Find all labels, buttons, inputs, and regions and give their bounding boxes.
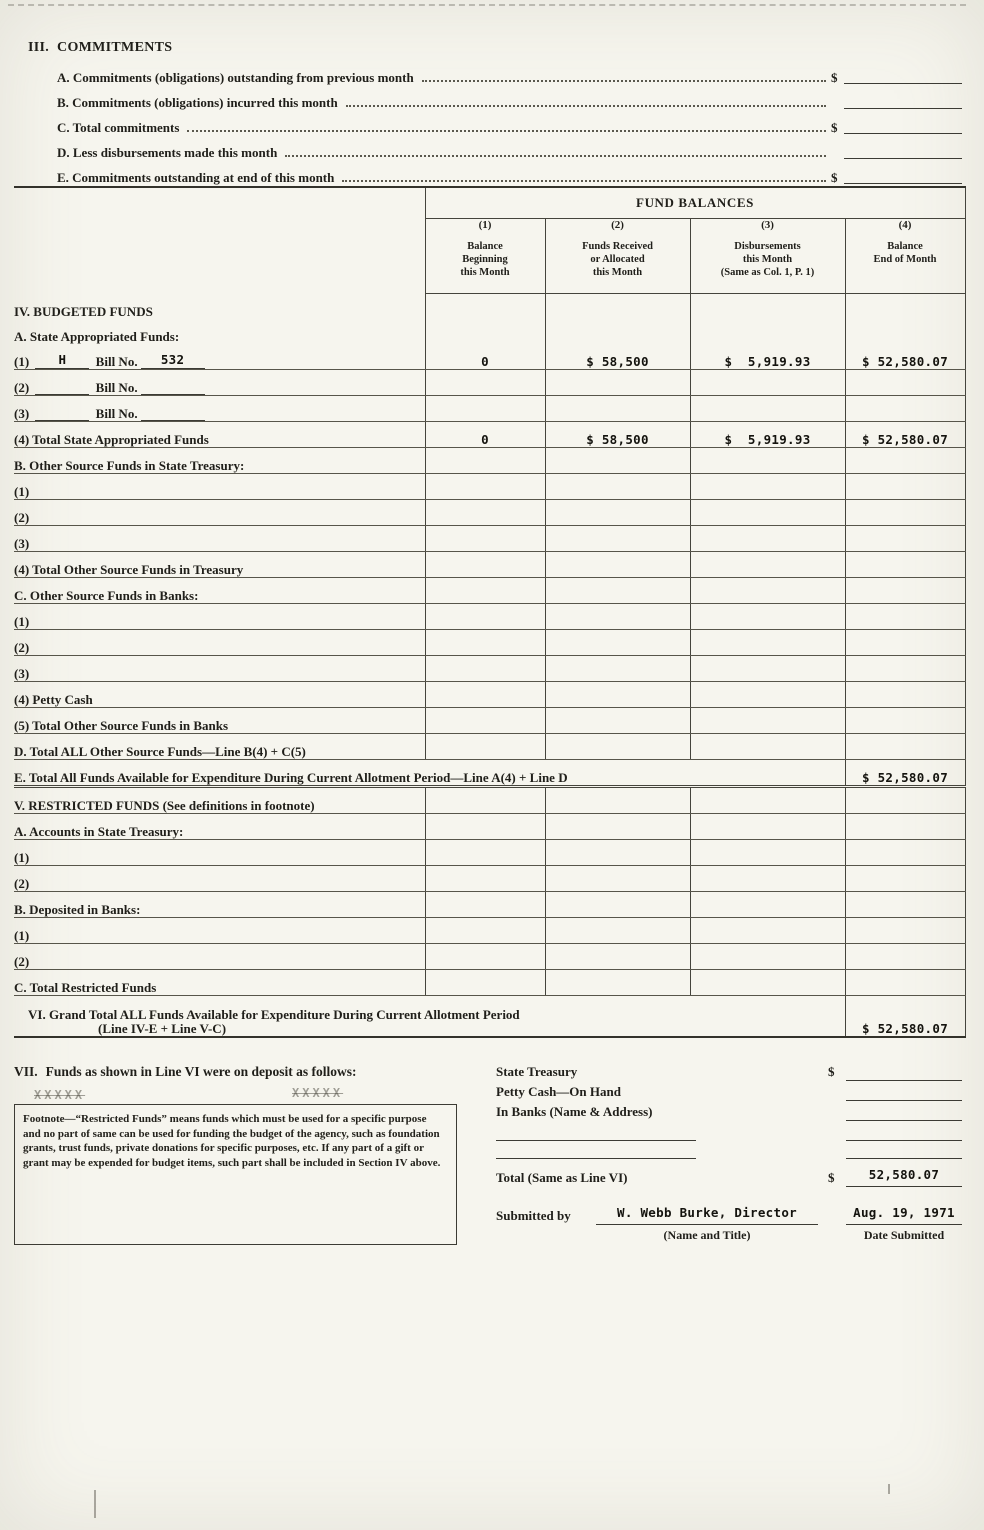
fund-cell xyxy=(690,370,845,396)
bill-no-label: Bill No. xyxy=(92,406,138,421)
strikeout-mark: XXXXX xyxy=(34,1088,86,1102)
fund-table-row xyxy=(14,814,965,840)
fund-row-label: (2) xyxy=(14,944,425,970)
name-title-caption: (Name and Title) xyxy=(663,1228,751,1242)
fund-table-row xyxy=(14,474,965,500)
fund-row-label: A. State Appropriated Funds: xyxy=(14,329,180,344)
fund-column-header-4 xyxy=(845,219,965,294)
column-number: (2) xyxy=(611,219,624,231)
fund-cell xyxy=(690,734,845,760)
fund-cell xyxy=(425,682,545,708)
footnote-box xyxy=(14,1104,457,1245)
fund-cell xyxy=(690,814,845,840)
fund-table-row xyxy=(14,708,965,734)
fund-cell xyxy=(545,526,690,552)
column-number: (3) xyxy=(761,219,774,231)
fund-row-label: (1) xyxy=(14,840,425,866)
fund-table-row xyxy=(14,422,965,448)
column-header-line: Balance xyxy=(467,241,503,252)
fund-row-label: D. Total ALL Other Source Funds—Line B(4) + C(5) xyxy=(14,734,425,760)
fund-cell xyxy=(845,526,965,552)
fund-table-row xyxy=(14,448,965,474)
fund-row-label xyxy=(14,370,425,396)
fund-cell: $ 58,500 xyxy=(545,344,690,370)
section7-title: Funds as shown in Line VI were on deposit as follows: xyxy=(45,1064,357,1079)
amount-blank xyxy=(844,119,962,134)
fund-cell xyxy=(845,604,965,630)
fund-table-row xyxy=(14,656,965,682)
fund-cell xyxy=(425,500,545,526)
fund-table-row xyxy=(14,526,965,552)
fund-cell xyxy=(425,294,545,320)
fund-column-header-1 xyxy=(425,219,545,294)
fund-table-row xyxy=(14,604,965,630)
commitment-row-e xyxy=(0,161,984,186)
column-header-line: Beginning xyxy=(462,254,508,265)
fund-cell xyxy=(545,370,690,396)
commitment-label: E. Commitments outstanding at end of this month xyxy=(57,170,335,185)
fund-cell xyxy=(425,840,545,866)
bill-row-prefix: (1) xyxy=(14,354,33,369)
bill-chapter-blank: H xyxy=(35,353,89,369)
fund-row-label: (5) Total Other Source Funds in Banks xyxy=(14,708,425,734)
fund-cell xyxy=(545,500,690,526)
fund-row-label: (2) xyxy=(14,866,425,892)
fund-table-row xyxy=(14,396,965,422)
fund-cell xyxy=(425,708,545,734)
dollar-sign: $ xyxy=(831,120,838,135)
fund-cell xyxy=(425,604,545,630)
fund-cell xyxy=(690,578,845,604)
fund-table-row xyxy=(14,996,965,1038)
fund-cell xyxy=(545,604,690,630)
fund-row-label xyxy=(14,344,425,370)
section3-heading xyxy=(0,40,984,56)
fund-table-row xyxy=(14,892,965,918)
fund-cell xyxy=(845,448,965,474)
section3-title: COMMITMENTS xyxy=(57,40,173,55)
fund-cell xyxy=(845,552,965,578)
fund-cell xyxy=(545,656,690,682)
total-label: Total (Same as Line VI) xyxy=(496,1170,628,1185)
fund-cell xyxy=(690,500,845,526)
dollar-sign: $ xyxy=(831,70,838,85)
date-caption: Date Submitted xyxy=(863,1228,945,1242)
fund-table-row xyxy=(14,682,965,708)
scan-artifact xyxy=(94,1490,96,1518)
fund-cell xyxy=(425,319,545,344)
fund-cell xyxy=(545,448,690,474)
section-commitments xyxy=(0,40,984,186)
fund-cell xyxy=(545,552,690,578)
fund-cell xyxy=(425,526,545,552)
column-header-line: Funds Received xyxy=(582,241,653,252)
fund-row-label: (1) xyxy=(14,604,425,630)
fund-row-label: B. Deposited in Banks: xyxy=(14,892,425,918)
fund-cell xyxy=(690,970,845,996)
fund-cell xyxy=(545,918,690,944)
fund-row-label: (3) xyxy=(14,526,425,552)
fund-row-label: A. Accounts in State Treasury: xyxy=(14,814,425,840)
fund-table-row xyxy=(14,344,965,370)
amount-blank xyxy=(844,94,962,109)
scan-artifact xyxy=(888,1484,890,1494)
amount-blank xyxy=(846,1120,962,1121)
header-blank-cell xyxy=(14,219,425,294)
fund-cell xyxy=(845,840,965,866)
fund-cell xyxy=(690,630,845,656)
fund-cell: $ 58,500 xyxy=(545,422,690,448)
fund-row-label xyxy=(14,396,425,422)
fund-cell: 0 xyxy=(425,344,545,370)
fund-cell xyxy=(545,396,690,422)
commitment-label: B. Commitments (obligations) incurred this month xyxy=(57,95,338,110)
fund-table-row xyxy=(14,630,965,656)
amount-blank xyxy=(846,1080,962,1081)
fund-row-label: (2) xyxy=(14,630,425,656)
fund-cell xyxy=(545,474,690,500)
fund-cell xyxy=(425,918,545,944)
fund-row-label: (1) xyxy=(14,474,425,500)
bank-name-blank xyxy=(496,1158,696,1159)
fund-cell xyxy=(425,814,545,840)
fund-cell xyxy=(545,970,690,996)
bill-row-prefix: (2) xyxy=(14,380,33,395)
fund-cell xyxy=(425,578,545,604)
fund-cell xyxy=(845,970,965,996)
date-blank xyxy=(846,1224,962,1225)
fund-row-label: C. Other Source Funds in Banks: xyxy=(14,578,425,604)
fund-table-row xyxy=(14,500,965,526)
fund-cell xyxy=(690,787,845,814)
dollar-sign: $ xyxy=(828,1064,835,1079)
fund-cell xyxy=(845,682,965,708)
column-header-line: End of Month xyxy=(873,254,937,265)
fund-row-label: (1) xyxy=(14,918,425,944)
fund-cell xyxy=(690,918,845,944)
column-header-line: Disbursements xyxy=(734,241,801,252)
fund-cell xyxy=(845,319,965,344)
section3-number: III. xyxy=(28,40,50,55)
commitments-rows xyxy=(0,61,984,186)
bill-chapter-blank xyxy=(35,405,89,421)
fund-row-label: (3) xyxy=(14,656,425,682)
column-number: (1) xyxy=(478,219,492,231)
header-blank-cell xyxy=(14,187,425,219)
fund-cell xyxy=(845,630,965,656)
fund-cell xyxy=(845,892,965,918)
scan-artifact-top xyxy=(8,4,966,6)
amount-blank xyxy=(846,1140,962,1141)
fund-cell xyxy=(545,866,690,892)
fund-cell xyxy=(690,396,845,422)
fund-cell xyxy=(690,944,845,970)
fund-cell: $ 52,580.07 xyxy=(845,422,965,448)
bill-row-prefix: (3) xyxy=(14,406,33,421)
fund-cell xyxy=(545,944,690,970)
fund-balances-title: FUND BALANCES xyxy=(425,187,965,219)
fund-row-label: (4) Petty Cash xyxy=(14,682,425,708)
fund-cell xyxy=(425,944,545,970)
fund-cell xyxy=(690,866,845,892)
commitment-label: D. Less disbursements made this month xyxy=(57,145,278,160)
bill-no-label: Bill No. xyxy=(92,380,138,395)
fund-row-label: C. Total Restricted Funds xyxy=(14,970,425,996)
fund-table-row xyxy=(14,552,965,578)
footnote-text: Footnote—“Restricted Funds” means funds which must be used for a specific purpose and no part of same can be used for funding the budget of the agency, such as foundation grants, trust funds, private donations for specific purposes, etc. If any part of a gift or grant may be expended for budget items, such part shall be included in Section IV above. xyxy=(23,1113,441,1170)
fund-cell xyxy=(690,708,845,734)
amount-blank xyxy=(844,169,962,184)
fund-cell: 0 xyxy=(425,422,545,448)
fund-cell xyxy=(845,814,965,840)
fund-cell xyxy=(845,734,965,760)
amount-blank xyxy=(844,144,962,159)
bill-no-label: Bill No. xyxy=(92,354,138,369)
fund-cell xyxy=(425,370,545,396)
fund-table-row xyxy=(14,319,965,344)
fund-cell xyxy=(845,500,965,526)
fund-cell xyxy=(545,708,690,734)
strikeout-mark: XXXXX xyxy=(292,1086,344,1100)
fund-table-row xyxy=(14,787,965,814)
grand-total-sublabel: (Line IV-E + Line V-C) xyxy=(98,1021,227,1036)
fund-cell xyxy=(545,319,690,344)
fund-cell xyxy=(690,294,845,320)
commitment-row-d xyxy=(0,136,984,161)
column-header-line: (Same as Col. 1, P. 1) xyxy=(720,267,815,278)
column-header-line: this Month xyxy=(592,267,643,278)
fund-cell xyxy=(845,944,965,970)
column-header-line: or Allocated xyxy=(590,254,645,265)
section7-heading xyxy=(14,1064,356,1080)
fund-cell xyxy=(425,970,545,996)
dollar-sign: $ xyxy=(828,1170,835,1185)
fund-cell xyxy=(845,656,965,682)
fund-cell xyxy=(425,474,545,500)
fund-cell-total: $ 52,580.07 xyxy=(845,760,965,787)
fund-row-label xyxy=(14,996,845,1038)
fund-cell xyxy=(545,294,690,320)
deposit-label-in-banks: In Banks (Name & Address) xyxy=(496,1104,653,1119)
fund-table-row xyxy=(14,578,965,604)
fund-table-row xyxy=(14,370,965,396)
fund-cell xyxy=(425,396,545,422)
fund-cell xyxy=(690,526,845,552)
fund-cell xyxy=(425,787,545,814)
dollar-sign: $ xyxy=(831,170,838,185)
fund-table-row xyxy=(14,866,965,892)
commitment-label: C. Total commitments xyxy=(57,120,180,135)
fund-cell: $ 5,919.93 xyxy=(690,422,845,448)
bank-name-blank xyxy=(496,1140,696,1141)
fund-cell xyxy=(545,787,690,814)
commitment-row-a xyxy=(0,61,984,86)
dotted-leader xyxy=(342,180,826,182)
fund-cell xyxy=(845,866,965,892)
fund-cell xyxy=(425,892,545,918)
deposit-label-petty-cash: Petty Cash—On Hand xyxy=(496,1084,621,1099)
fund-balances-title-row xyxy=(14,187,965,219)
fund-cell xyxy=(845,474,965,500)
fund-cell xyxy=(690,840,845,866)
fund-cell xyxy=(845,787,965,814)
bill-chapter-blank xyxy=(35,379,89,395)
dotted-leader xyxy=(346,105,826,107)
fund-cell xyxy=(545,892,690,918)
fund-column-header-3 xyxy=(690,219,845,294)
fund-table-body xyxy=(14,294,965,1038)
fund-cell xyxy=(545,840,690,866)
fund-cell xyxy=(845,294,965,320)
fund-cell xyxy=(690,656,845,682)
submitted-name-value: W. Webb Burke, Director xyxy=(617,1205,797,1220)
bill-number-blank: 532 xyxy=(141,353,205,369)
column-header-line: this Month xyxy=(460,267,510,278)
submitted-by-label: Submitted by xyxy=(496,1208,571,1223)
fund-table-row xyxy=(14,760,965,787)
fund-cell xyxy=(545,734,690,760)
section7-number: VII. xyxy=(14,1064,38,1079)
bill-number-blank xyxy=(141,379,205,395)
fund-table-row xyxy=(14,944,965,970)
fund-table-row xyxy=(14,918,965,944)
fund-cell: $ 52,580.07 xyxy=(845,344,965,370)
date-submitted-value: Aug. 19, 1971 xyxy=(853,1205,955,1220)
dotted-leader xyxy=(422,80,826,82)
fund-cell xyxy=(845,578,965,604)
deposit-label-state-treasury: State Treasury xyxy=(496,1064,578,1079)
fund-cell-total: $ 52,580.07 xyxy=(845,996,965,1038)
fund-table-row xyxy=(14,734,965,760)
bill-number-blank xyxy=(141,405,205,421)
fund-row-label: (4) Total State Appropriated Funds xyxy=(14,422,425,448)
amount-blank xyxy=(846,1186,962,1187)
fund-table-row xyxy=(14,840,965,866)
column-number: (4) xyxy=(898,219,912,231)
fund-cell xyxy=(545,578,690,604)
fund-row-label: (4) Total Other Source Funds in Treasury xyxy=(14,552,425,578)
fund-row-label: V. RESTRICTED FUNDS (See definitions in footnote) xyxy=(14,787,425,814)
fund-cell xyxy=(845,396,965,422)
fund-cell xyxy=(690,319,845,344)
fund-row-label: IV. BUDGETED FUNDS xyxy=(14,304,153,319)
grand-total-label: VI. Grand Total ALL Funds Available for Expenditure During Current Allotment Period xyxy=(28,1007,520,1022)
fund-cell xyxy=(425,552,545,578)
signature-line xyxy=(596,1224,818,1225)
amount-blank xyxy=(846,1100,962,1101)
fund-row-label: (2) xyxy=(14,500,425,526)
commitment-label: A. Commitments (obligations) outstanding from previous month xyxy=(57,70,414,85)
fund-cell xyxy=(425,866,545,892)
fund-cell xyxy=(845,918,965,944)
fund-row-label: E. Total All Funds Available for Expenditure During Current Allotment Period—Line A(4) + Line D xyxy=(14,760,845,787)
commitment-row-b xyxy=(0,86,984,111)
fund-table-row xyxy=(14,294,965,320)
dotted-leader xyxy=(285,155,826,157)
fund-cell: $ 5,919.93 xyxy=(690,344,845,370)
fund-table-row xyxy=(14,970,965,996)
dotted-leader xyxy=(187,130,826,132)
fund-column-header-2 xyxy=(545,219,690,294)
fund-cell xyxy=(690,892,845,918)
fund-cell xyxy=(690,604,845,630)
fund-cell xyxy=(690,448,845,474)
fund-cell xyxy=(545,630,690,656)
fund-row-label: B. Other Source Funds in State Treasury: xyxy=(14,448,425,474)
fund-cell xyxy=(845,370,965,396)
column-header-line: Balance xyxy=(887,241,923,252)
fund-cell xyxy=(545,682,690,708)
fund-cell xyxy=(425,630,545,656)
fund-cell xyxy=(545,814,690,840)
total-value: 52,580.07 xyxy=(868,1167,940,1182)
commitment-row-c xyxy=(0,111,984,136)
fund-column-header-row xyxy=(14,219,965,294)
section-deposits xyxy=(0,1058,984,1318)
fund-cell xyxy=(425,656,545,682)
fund-cell xyxy=(425,734,545,760)
fund-cell xyxy=(690,474,845,500)
amount-blank xyxy=(846,1158,962,1159)
fund-cell xyxy=(690,552,845,578)
amount-blank xyxy=(844,69,962,84)
fund-balances-table xyxy=(14,186,966,1038)
column-header-line: this Month xyxy=(742,254,793,265)
fund-cell xyxy=(425,448,545,474)
fund-cell xyxy=(690,682,845,708)
fund-cell xyxy=(845,708,965,734)
